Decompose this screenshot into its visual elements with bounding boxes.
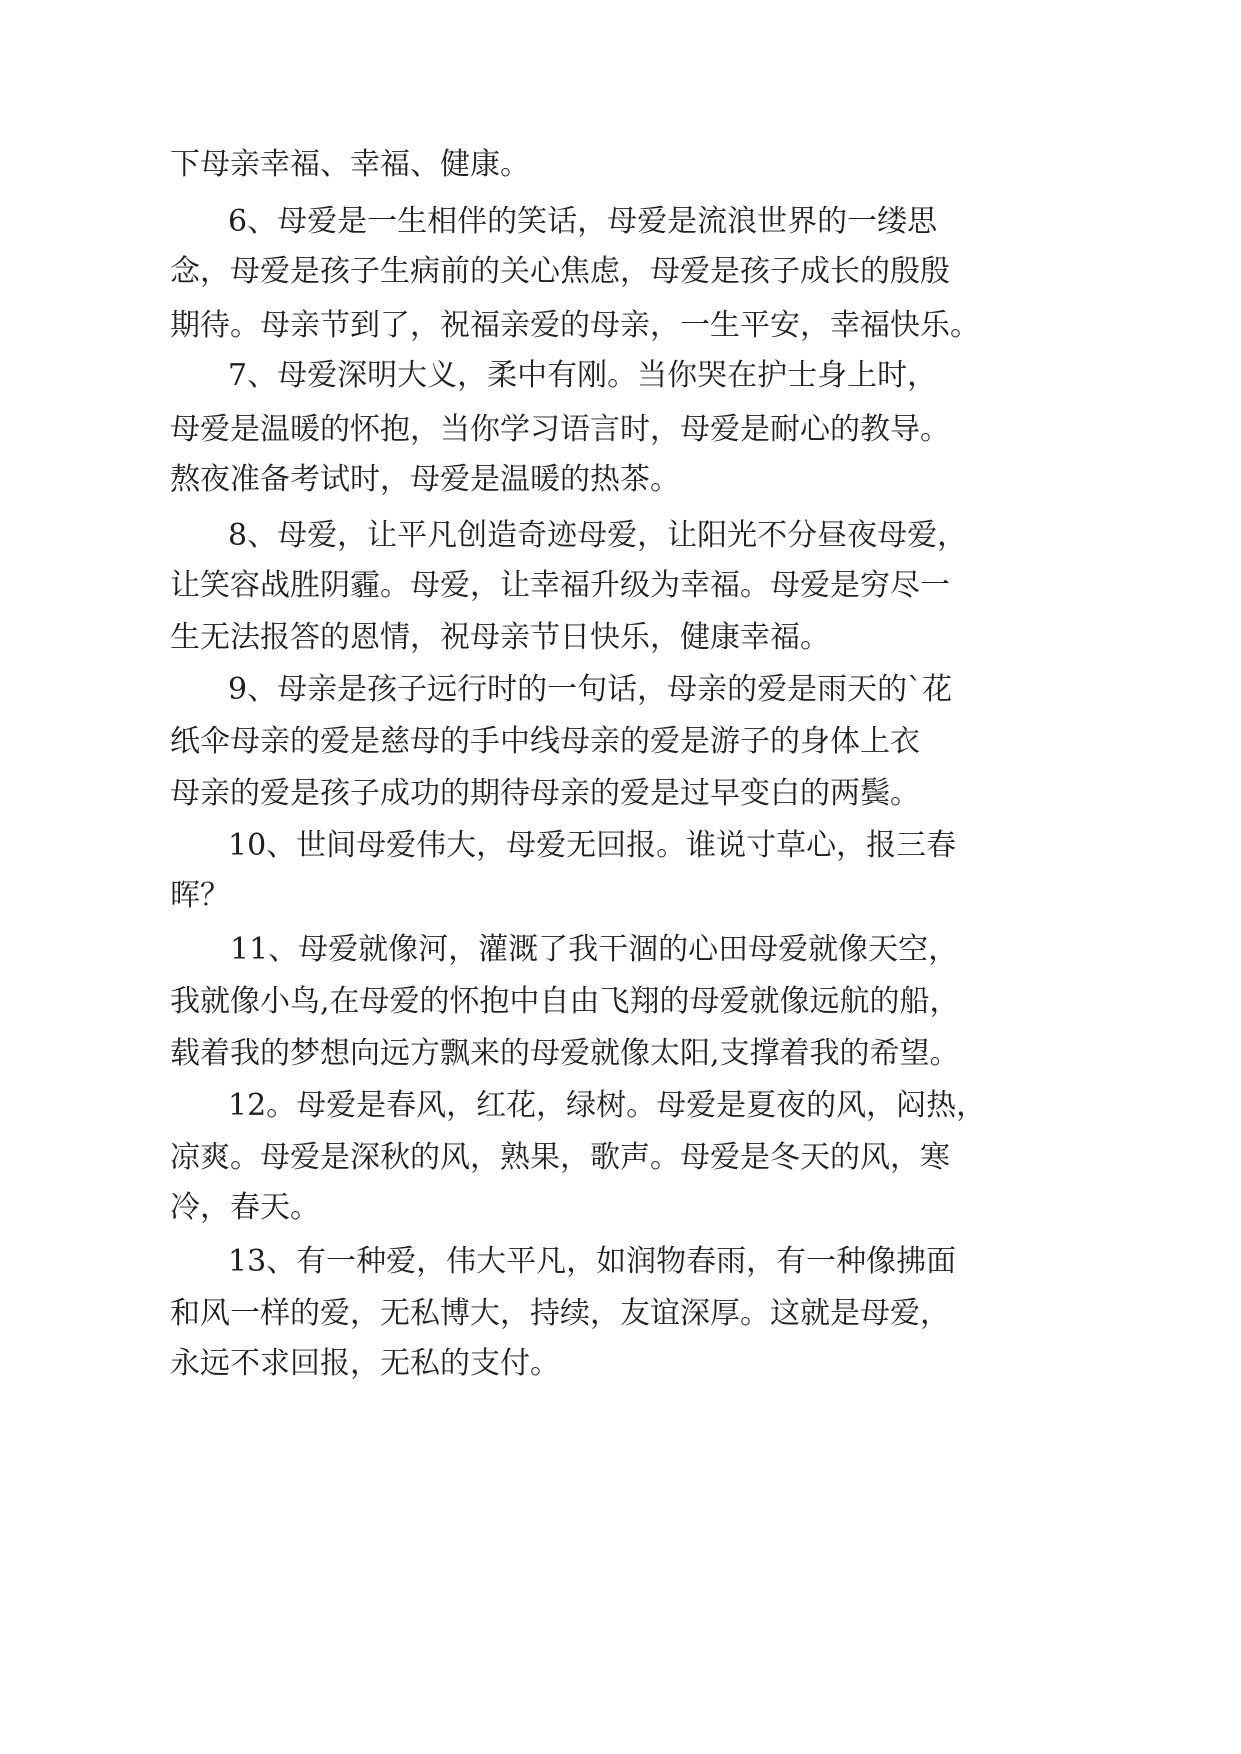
text-line: 13、有一种爱，伟大平凡，如润物春雨，有一种像拂面 — [228, 1244, 957, 1279]
text-line: 下母亲幸福、幸福、健康。 — [170, 147, 530, 182]
text-line: 念，母爱是孩子生病前的关心焦虑，母爱是孩子成长的殷殷 — [170, 254, 950, 289]
text-line: 母亲的爱是孩子成功的期待母亲的爱是过早变白的两鬓。 — [170, 776, 920, 811]
text-line: 期待。母亲节到了，祝福亲爱的母亲，一生平安，幸福快乐。 — [170, 308, 980, 343]
text-line: 9、母亲是孩子远行时的一句话，母亲的爱是雨天的`花 — [228, 672, 953, 707]
text-line: 10、世间母爱伟大，母爱无回报。谁说寸草心，报三春 — [228, 828, 957, 863]
text-line: 纸伞母亲的爱是慈母的手中线母亲的爱是游子的身体上衣 — [170, 724, 920, 759]
text-line: 永远不求回报，无私的支付。 — [170, 1346, 560, 1381]
text-line: 12。母爱是春风，红花，绿树。母爱是夏夜的风，闷热， — [228, 1088, 987, 1123]
text-line: 让笑容战胜阴霾。母爱，让幸福升级为幸福。母爱是穷尽一 — [170, 568, 950, 603]
text-line: 和风一样的爱，无私博大，持续，友谊深厚。这就是母爱， — [170, 1296, 950, 1331]
text-line: 母爱是温暖的怀抱，当你学习语言时，母爱是耐心的教导。 — [170, 412, 950, 447]
text-line: 6、母爱是一生相伴的笑话，母爱是流浪世界的一缕思 — [228, 204, 938, 239]
text-line: 我就像小鸟,在母爱的怀抱中自由飞翔的母爱就像远航的船， — [170, 984, 960, 1019]
text-line: 熬夜准备考试时，母爱是温暖的热茶。 — [170, 462, 680, 497]
text-line: 晖？ — [170, 878, 230, 913]
text-line: 载着我的梦想向远方飘来的母爱就像太阳,支撑着我的希望。 — [170, 1036, 960, 1071]
text-line: 7、母爱深明大义，柔中有刚。当你哭在护士身上时， — [228, 358, 938, 393]
text-line: 8、母爱，让平凡创造奇迹母爱，让阳光不分昼夜母爱， — [228, 518, 968, 553]
text-line: 生无法报答的恩情，祝母亲节日快乐，健康幸福。 — [170, 620, 830, 655]
text-line: 11、母爱就像河，灌溉了我干涸的心田母爱就像天空， — [230, 932, 959, 967]
text-line: 冷，春天。 — [170, 1190, 320, 1225]
text-line: 凉爽。母爱是深秋的风，熟果，歌声。母爱是冬天的风，寒 — [170, 1140, 950, 1175]
